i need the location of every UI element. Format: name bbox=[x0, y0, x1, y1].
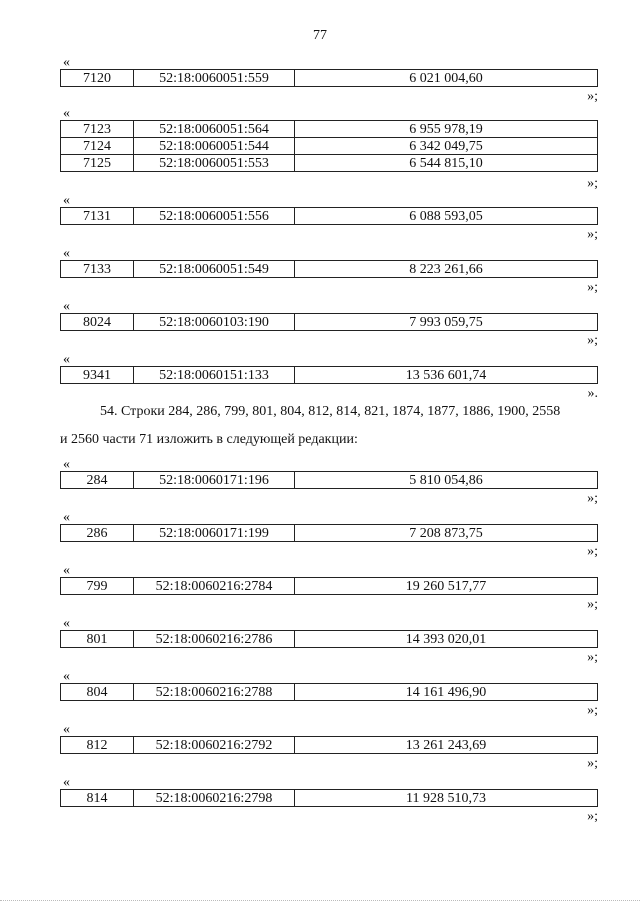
opening-quote: « bbox=[63, 106, 70, 121]
closing-quote: »; bbox=[587, 756, 598, 771]
closing-quote: »; bbox=[587, 703, 598, 718]
cadastral-value: 14 161 496,90 bbox=[295, 684, 598, 701]
cadastral-value: 6 544 815,10 bbox=[295, 155, 598, 172]
opening-quote: « bbox=[63, 246, 70, 261]
cadastral-value: 7 208 873,75 bbox=[295, 525, 598, 542]
entry-table bbox=[60, 120, 598, 172]
table-row bbox=[61, 367, 598, 384]
closing-quote: »; bbox=[587, 280, 598, 295]
opening-quote: « bbox=[63, 563, 70, 578]
table-row bbox=[61, 314, 598, 331]
entry-table bbox=[60, 69, 598, 87]
cadastral-number: 52:18:0060051:544 bbox=[134, 138, 295, 155]
table-row bbox=[61, 208, 598, 225]
cadastral-value: 6 088 593,05 bbox=[295, 208, 598, 225]
cadastral-value: 8 223 261,66 bbox=[295, 261, 598, 278]
table-row bbox=[61, 578, 598, 595]
paragraph-line-1 bbox=[60, 404, 598, 420]
cadastral-value: 6 955 978,19 bbox=[295, 121, 598, 138]
row-number: 7133 bbox=[61, 261, 134, 278]
cadastral-value: 5 810 054,86 bbox=[295, 472, 598, 489]
row-number: 7124 bbox=[61, 138, 134, 155]
table-row bbox=[61, 261, 598, 278]
cadastral-number: 52:18:0060103:190 bbox=[134, 314, 295, 331]
entry-table bbox=[60, 260, 598, 278]
row-number: 804 bbox=[61, 684, 134, 701]
opening-quote: « bbox=[63, 457, 70, 472]
paragraph-text: 54. Строки 284, 286, 799, 801, 804, 812, 814, 821, 1874, 1877, 1886, 1900, 2558 bbox=[100, 404, 561, 419]
row-number: 7120 bbox=[61, 70, 134, 87]
row-number: 284 bbox=[61, 472, 134, 489]
table-row bbox=[61, 737, 598, 754]
page-bottom-edge bbox=[0, 900, 640, 902]
entry-table bbox=[60, 471, 598, 489]
entry-table bbox=[60, 366, 598, 384]
entry-table bbox=[60, 789, 598, 807]
row-number: 812 bbox=[61, 737, 134, 754]
closing-quote: »; bbox=[587, 650, 598, 665]
cadastral-number: 52:18:0060051:556 bbox=[134, 208, 295, 225]
cadastral-number: 52:18:0060051:553 bbox=[134, 155, 295, 172]
cadastral-value: 14 393 020,01 bbox=[295, 631, 598, 648]
closing-quote: »; bbox=[587, 176, 598, 191]
cadastral-number: 52:18:0060216:2784 bbox=[134, 578, 295, 595]
entry-table bbox=[60, 577, 598, 595]
page-number: 77 bbox=[313, 28, 327, 43]
cadastral-value: 13 536 601,74 bbox=[295, 367, 598, 384]
cadastral-number: 52:18:0060216:2786 bbox=[134, 631, 295, 648]
opening-quote: « bbox=[63, 775, 70, 790]
cadastral-value: 11 928 510,73 bbox=[295, 790, 598, 807]
cadastral-number: 52:18:0060051:549 bbox=[134, 261, 295, 278]
cadastral-number: 52:18:0060051:559 bbox=[134, 70, 295, 87]
table-row bbox=[61, 472, 598, 489]
paragraph-line-2 bbox=[60, 432, 598, 448]
row-number: 7125 bbox=[61, 155, 134, 172]
closing-quote: »; bbox=[587, 809, 598, 824]
row-number: 7123 bbox=[61, 121, 134, 138]
cadastral-number: 52:18:0060171:196 bbox=[134, 472, 295, 489]
opening-quote: « bbox=[63, 510, 70, 525]
cadastral-number: 52:18:0060171:199 bbox=[134, 525, 295, 542]
cadastral-number: 52:18:0060151:133 bbox=[134, 367, 295, 384]
closing-quote: »; bbox=[587, 227, 598, 242]
cadastral-number: 52:18:0060216:2792 bbox=[134, 737, 295, 754]
row-number: 8024 bbox=[61, 314, 134, 331]
closing-quote: »; bbox=[587, 597, 598, 612]
entry-table bbox=[60, 630, 598, 648]
table-row bbox=[61, 525, 598, 542]
table-row bbox=[61, 155, 598, 172]
row-number: 286 bbox=[61, 525, 134, 542]
cadastral-value: 13 261 243,69 bbox=[295, 737, 598, 754]
cadastral-value: 6 021 004,60 bbox=[295, 70, 598, 87]
cadastral-value: 7 993 059,75 bbox=[295, 314, 598, 331]
row-number: 7131 bbox=[61, 208, 134, 225]
entry-table bbox=[60, 313, 598, 331]
entry-table bbox=[60, 524, 598, 542]
opening-quote: « bbox=[63, 616, 70, 631]
row-number: 799 bbox=[61, 578, 134, 595]
opening-quote: « bbox=[63, 722, 70, 737]
cadastral-number: 52:18:0060051:564 bbox=[134, 121, 295, 138]
opening-quote: « bbox=[63, 669, 70, 684]
entry-table bbox=[60, 736, 598, 754]
cadastral-number: 52:18:0060216:2788 bbox=[134, 684, 295, 701]
closing-quote: »; bbox=[587, 491, 598, 506]
paragraph-text: и 2560 части 71 изложить в следующей редакции: bbox=[60, 432, 358, 447]
cadastral-value: 19 260 517,77 bbox=[295, 578, 598, 595]
row-number: 801 bbox=[61, 631, 134, 648]
row-number: 9341 bbox=[61, 367, 134, 384]
table-row bbox=[61, 790, 598, 807]
closing-quote: »; bbox=[587, 89, 598, 104]
opening-quote: « bbox=[63, 299, 70, 314]
table-row bbox=[61, 70, 598, 87]
table-row bbox=[61, 121, 598, 138]
closing-quote: »; bbox=[587, 544, 598, 559]
table-row bbox=[61, 684, 598, 701]
entry-table bbox=[60, 683, 598, 701]
table-row bbox=[61, 138, 598, 155]
cadastral-number: 52:18:0060216:2798 bbox=[134, 790, 295, 807]
opening-quote: « bbox=[63, 352, 70, 367]
entry-table bbox=[60, 207, 598, 225]
table-row bbox=[61, 631, 598, 648]
opening-quote: « bbox=[63, 193, 70, 208]
row-number: 814 bbox=[61, 790, 134, 807]
closing-quote: ». bbox=[587, 386, 598, 401]
closing-quote: »; bbox=[587, 333, 598, 348]
cadastral-value: 6 342 049,75 bbox=[295, 138, 598, 155]
opening-quote: « bbox=[63, 55, 70, 70]
